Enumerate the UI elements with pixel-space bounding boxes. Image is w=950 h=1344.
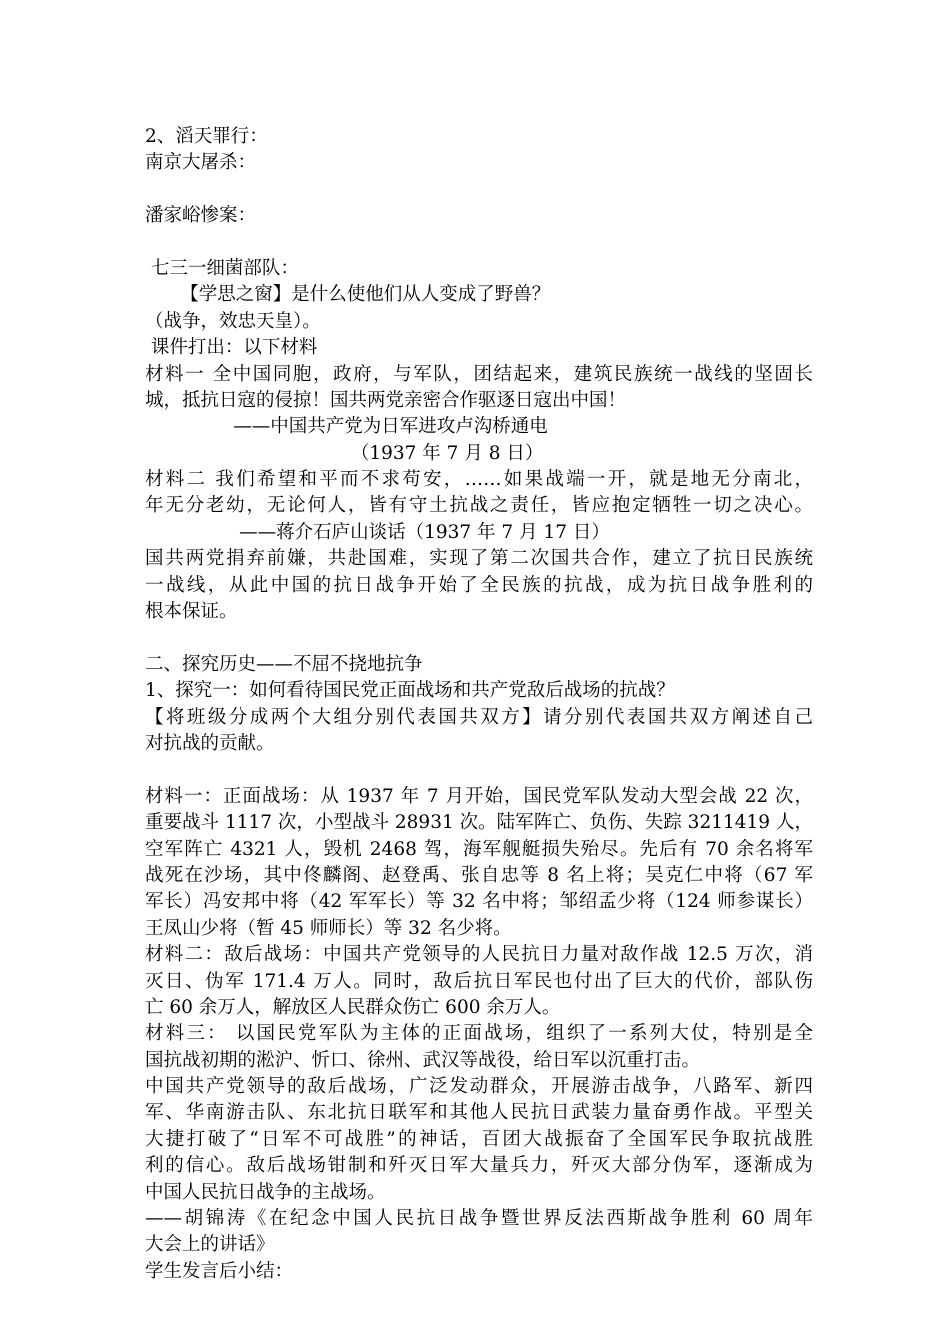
text-line: 南京大屠杀： [145, 152, 257, 174]
text-line: 【将班级分成两个大组分别代表国共双方】请分别代表国共双方阐述自己 [145, 706, 813, 728]
text-line: 城，抵抗日寇的侵掠！国共两党亲密合作驱逐日寇出中国！ [145, 389, 627, 411]
section-heading: 二、探究历史——不屈不挠地抗争 [145, 653, 423, 675]
text-line: 对抗战的贡献。 [145, 732, 275, 754]
text-line: 灭日、伪军 171.4 万人。同时，敌后抗日军民也付出了巨大的代价，部队伤 [145, 970, 813, 992]
text-line: 材料三： 以国民党军队为主体的正面战场，组织了一系列大仗，特别是全 [145, 1023, 813, 1045]
text-line: 空军阵亡 4321 人，毁机 2468 驾，海军舰艇损失殆尽。先后有 70 余名将军 [145, 838, 813, 860]
blank-line [145, 177, 813, 203]
text-line: 七三一细菌部队： [145, 257, 299, 279]
text-line: 中国共产党领导的敌后战场，广泛发动群众，开展游击战争，八路军、新四 [145, 1076, 813, 1098]
text-line: 潘家峪惨案： [145, 205, 257, 227]
text-line: 国共两党捐弃前嫌，共赴国难，实现了第二次国共合作，建立了抗日民族统 [145, 548, 813, 570]
text-line: （1937 年 7 月 8 日） [145, 442, 544, 464]
text-line: 中国人民抗日战争的主战场。 [145, 1181, 386, 1203]
text-line: ——中国共产党为日军进攻卢沟桥通电 [145, 416, 548, 438]
text-line: 一战线，从此中国的抗日战争开始了全民族的抗战，成为抗日战争胜利的 [145, 574, 813, 596]
text-line: 王凤山少将（暂 45 师师长）等 32 名少将。 [145, 917, 512, 939]
text-line: ——蒋介石庐山谈话（1937 年 7 月 17 日） [145, 521, 610, 543]
text-line: 战死在沙场，其中佟麟阁、赵登禹、张自忠等 8 名上将；吴克仁中将（67 军 [145, 864, 813, 886]
text-line: 军长）冯安邦中将（42 军军长）等 32 名中将；邹绍孟少将（124 师参谋长） [145, 891, 813, 913]
text-line: 利的信心。敌后战场钳制和歼灭日军大量兵力，歼灭大部分伪军，逐渐成为 [145, 1155, 813, 1177]
text-line: 大会上的讲话》 [145, 1234, 275, 1256]
blank-line [145, 230, 813, 256]
text-line: 军、华南游击队、东北抗日联军和其他人民抗日武装力量奋勇作战。平型关 [145, 1102, 813, 1124]
text-line: 材料二：敌后战场：中国共产党领导的人民抗日力量对敌作战 12.5 万次，消 [145, 944, 813, 966]
text-line: 材料一：正面战场：从 1937 年 7 月开始，国民党军队发动大型会战 22 次， [145, 785, 813, 807]
text-line: 材料一 全中国同胞，政府，与军队，团结起来，建筑民族统一战线的坚固长 [145, 363, 813, 385]
text-line: 国抗战初期的淞沪、忻口、徐州、武汉等战役，给日军以沉重打击。 [145, 1049, 701, 1071]
blank-line [145, 625, 813, 651]
text-line: 材料二 我们希望和平而不求苟安，……如果战端一开，就是地无分南北， [145, 469, 813, 491]
text-line: （战争，效忠天皇）。 [145, 310, 321, 332]
text-line: ——胡锦涛《在纪念中国人民抗日战争暨世界反法西斯战争胜利 60 周年 [145, 1208, 813, 1230]
text-line: 年无分老幼，无论何人，皆有守土抗战之责任，皆应抱定牺牲一切之决心。 [145, 495, 813, 517]
heading-crimes: 2、滔天罪行： [145, 126, 268, 147]
text-line: 【学思之窗】是什么使他们从人变成了野兽？ [145, 284, 551, 306]
text-line: 重要战斗 1117 次，小型战斗 28931 次。陆军阵亡、负伤、失踪 3211419 人， [145, 812, 813, 834]
document-body [145, 124, 813, 1285]
text-line: 1、探究一：如何看待国民党正面战场和共产党敌后战场的抗战？ [145, 680, 675, 702]
text-line: 课件打出：以下材料 [145, 337, 318, 359]
blank-line [145, 757, 813, 783]
text-line: 根本保证。 [145, 601, 238, 623]
text-line: 大捷打破了“日军不可战胜”的神话，百团大战振奋了全国军民争取抗战胜 [145, 1128, 813, 1150]
text-line: 学生发言后小结： [145, 1260, 294, 1282]
text-line: 亡 60 余万人，解放区人民群众伤亡 600 余万人。 [145, 996, 561, 1018]
